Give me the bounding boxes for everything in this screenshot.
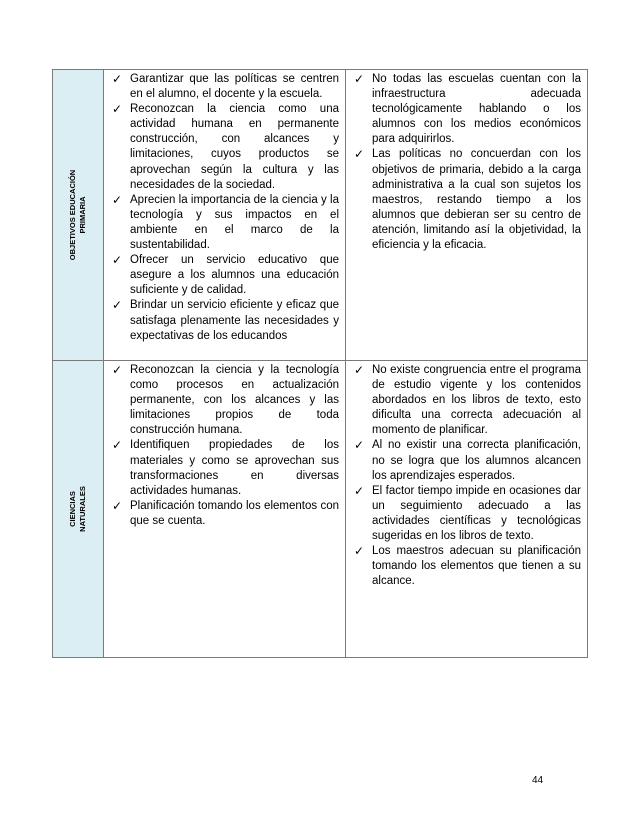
list-item — [110, 253, 339, 298]
list-item — [352, 72, 581, 147]
list-item — [110, 499, 339, 529]
checkmark-icon: ✓ — [354, 483, 365, 498]
left-item-list — [104, 361, 345, 533]
list-item — [352, 544, 581, 589]
checkmark-icon: ✓ — [112, 253, 123, 268]
row-label-line: PRIMARIA — [78, 196, 87, 234]
list-item-text: El factor tiempo impide en ocasiones dar un seguimiento adecuado a las actividades científicas y tecnológicas sugeridas en los libros de texto. — [372, 484, 581, 543]
right-column-cell — [346, 70, 588, 361]
checkmark-icon: ✓ — [354, 72, 365, 86]
list-item — [110, 438, 339, 498]
table-row — [53, 361, 588, 658]
checkmark-icon: ✓ — [112, 363, 123, 377]
left-column-cell — [104, 361, 346, 658]
content-table — [52, 69, 588, 658]
list-item-text: Brindar un servicio eficiente y eficaz que satisfaga plenamente las necesidades y expectativas de los educandos — [130, 299, 339, 342]
list-item — [110, 298, 339, 343]
checkmark-icon: ✓ — [112, 438, 123, 453]
list-item-text: Identifiquen propiedades de los materiales y como se aprovechan sus transformaciones en diversas actividades humanas. — [130, 439, 339, 497]
checkmark-icon: ✓ — [354, 363, 365, 377]
list-item — [110, 363, 339, 438]
left-item-list — [104, 70, 345, 348]
checkmark-icon: ✓ — [354, 147, 365, 162]
list-item-text: No todas las escuelas cuentan con la infraestructura adecuada tecnológicamente hablando o los alumnos con los medios económicos para adquirirlos. — [372, 73, 581, 146]
right-item-list — [346, 361, 587, 593]
list-item — [352, 363, 581, 438]
right-column-cell — [346, 361, 588, 658]
checkmark-icon: ✓ — [112, 298, 123, 313]
list-item — [110, 193, 339, 253]
page-number: 44 — [532, 775, 544, 786]
row-label-cell — [53, 70, 104, 361]
list-item-text: Las políticas no concuerdan con los objetivos de primaria, debido a la carga administrativa a la cual son sujetos los maestros, restando tiempo a los alumnos que debieran ser su centro de atención, limitando así la objetividad, la eficiencia y la eficacia. — [372, 148, 581, 252]
list-item-text: Planificación tomando los elementos con que se cuenta. — [130, 499, 339, 527]
list-item-text: Aprecien la importancia de la ciencia y la tecnología y sus impactos en el ambiente en el marco de la sustentabilidad. — [130, 193, 339, 252]
checkmark-icon: ✓ — [112, 72, 123, 86]
checkmark-icon: ✓ — [112, 102, 123, 117]
list-item-text: Al no existir una correcta planificación, no se logra que los alumnos alcancen los aprendizajes esperados. — [372, 439, 581, 482]
row-label — [68, 486, 88, 532]
checkmark-icon: ✓ — [112, 498, 123, 513]
checkmark-icon: ✓ — [354, 438, 365, 453]
list-item — [352, 147, 581, 253]
checkmark-icon: ✓ — [112, 192, 123, 207]
list-item-text: Los maestros adecuan su planificación tomando los elementos que tienen a su alcance. — [372, 545, 581, 588]
left-column-cell — [104, 70, 346, 361]
list-item — [352, 438, 581, 483]
table-row — [53, 70, 588, 361]
row-label-line: NATURALES — [78, 486, 87, 532]
list-item-text: Reconozcan la ciencia y la tecnología como procesos en actualización permanente, con los alcances y las limitaciones propios de toda construcción humana. — [130, 364, 339, 437]
list-item-text: Reconozcan la ciencia como una actividad humana en permanente construcción, con alcances y limitaciones, cuyos productos se aprovechan según la cultura y las necesidades de la sociedad. — [130, 103, 339, 191]
row-label-line: CIENCIAS — [68, 491, 77, 527]
list-item-text: Ofrecer un servicio educativo que asegure a los alumnos una educación suficiente y de calidad. — [130, 254, 339, 297]
right-item-list — [346, 70, 587, 257]
checkmark-icon: ✓ — [354, 544, 365, 559]
list-item-text: No existe congruencia entre el programa de estudio vigente y los contenidos abordados en los libros de texto, esto dificulta una correcta adecuación al momento de planificar. — [372, 364, 581, 437]
list-item — [110, 72, 339, 102]
row-label-cell — [53, 361, 104, 658]
list-item — [352, 484, 581, 544]
row-label-line: OBJETIVOS EDUCACIÓN — [68, 169, 77, 261]
row-label — [68, 170, 88, 260]
list-item — [110, 102, 339, 193]
list-item-text: Garantizar que las políticas se centren en el alumno, el docente y la escuela. — [130, 73, 339, 101]
